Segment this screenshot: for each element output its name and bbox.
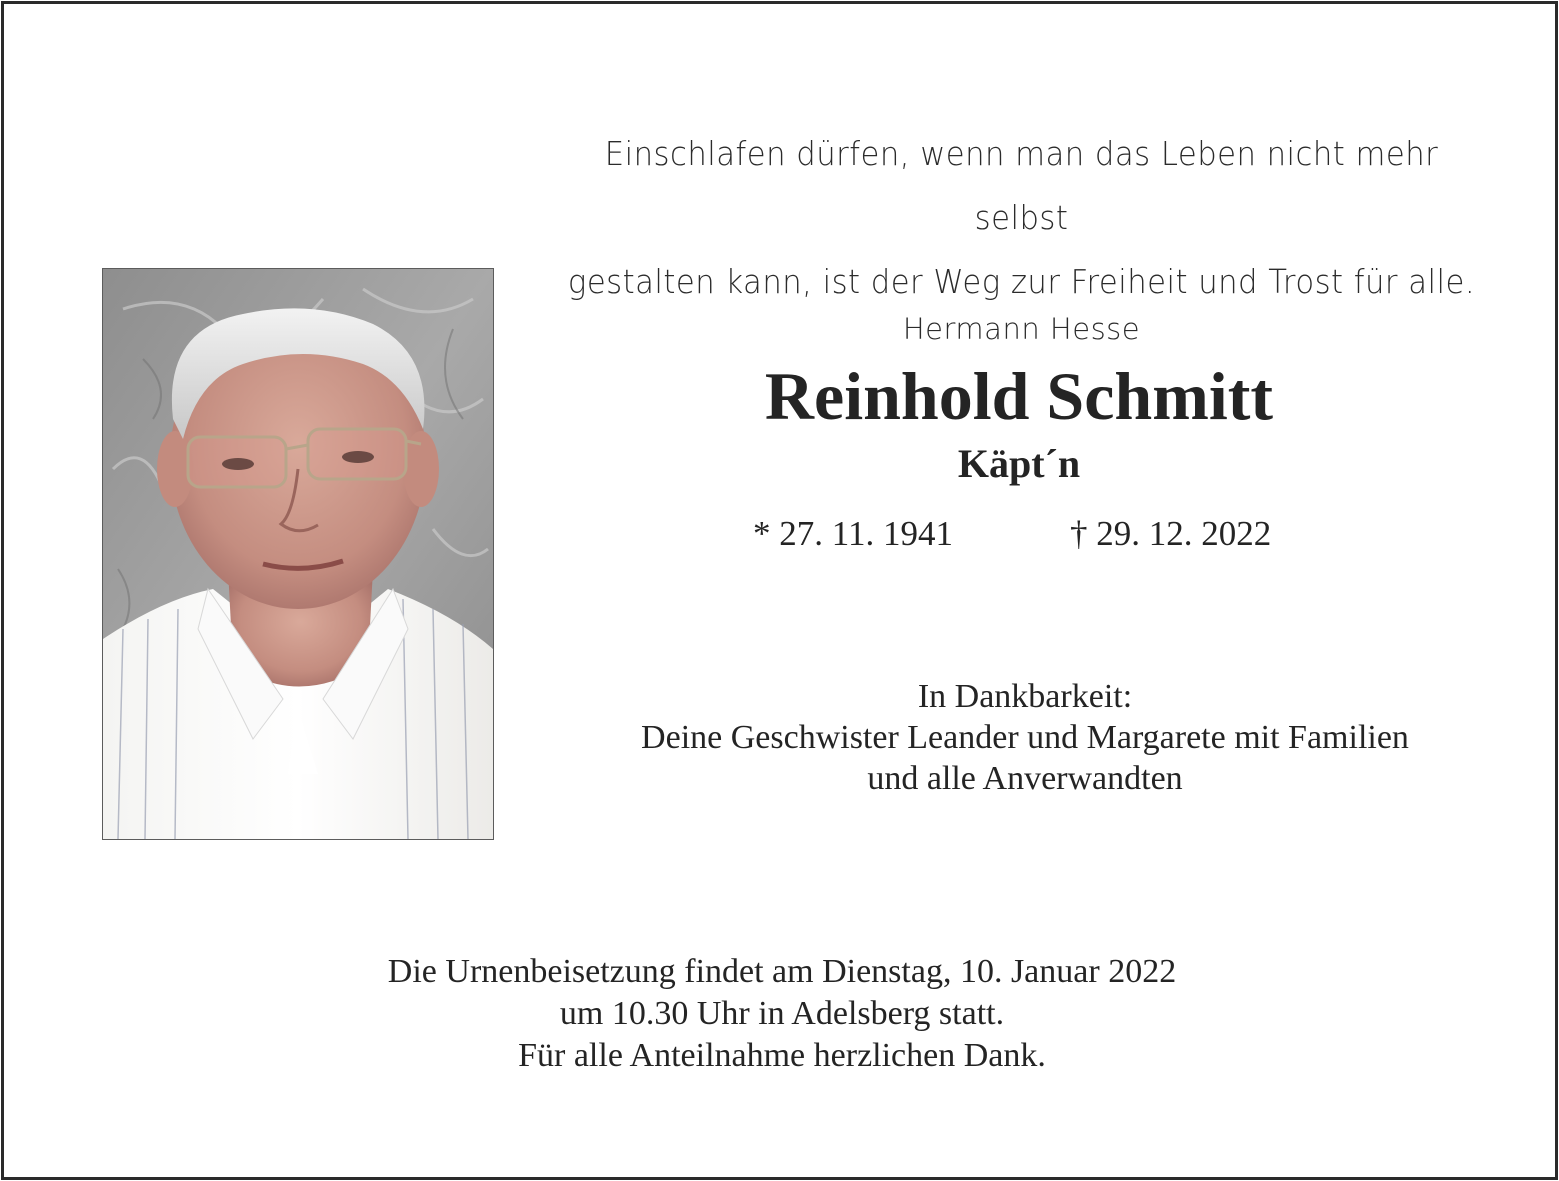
- quote-author: Hermann Hesse: [902, 312, 1141, 346]
- deceased-nickname: Käpt´n: [957, 441, 1081, 486]
- obituary-frame: [1, 1, 1558, 1180]
- thanks-block: [564, 676, 1486, 799]
- funeral-notice: [244, 951, 1320, 1077]
- thanks-line-1: In Dankbarkeit:: [917, 678, 1133, 715]
- quote-line-1: Einschlafen dürfen, wenn man das Leben nicht mehr selbst: [604, 134, 1439, 237]
- deceased-name: Reinhold Schmitt: [764, 358, 1274, 434]
- funeral-line-3: Für alle Anteilnahme herzlichen Dank.: [518, 1037, 1046, 1074]
- thanks-line-3: und alle Anverwandten: [867, 760, 1183, 797]
- birth-date: * 27. 11. 1941: [753, 514, 953, 553]
- quote-block: [524, 122, 1519, 346]
- death-date: † 29. 12. 2022: [1070, 514, 1272, 553]
- quote-line-2: gestalten kann, ist der Weg zur Freiheit und Trost für alle.: [567, 262, 1476, 301]
- thanks-line-2: Deine Geschwister Leander und Margarete mit Familien: [641, 719, 1409, 756]
- portrait-photo: [102, 268, 494, 840]
- funeral-line-2: um 10.30 Uhr in Adelsberg statt.: [559, 995, 1005, 1032]
- funeral-line-1: Die Urnenbeisetzung findet am Dienstag, 10. Januar 2022: [387, 953, 1177, 990]
